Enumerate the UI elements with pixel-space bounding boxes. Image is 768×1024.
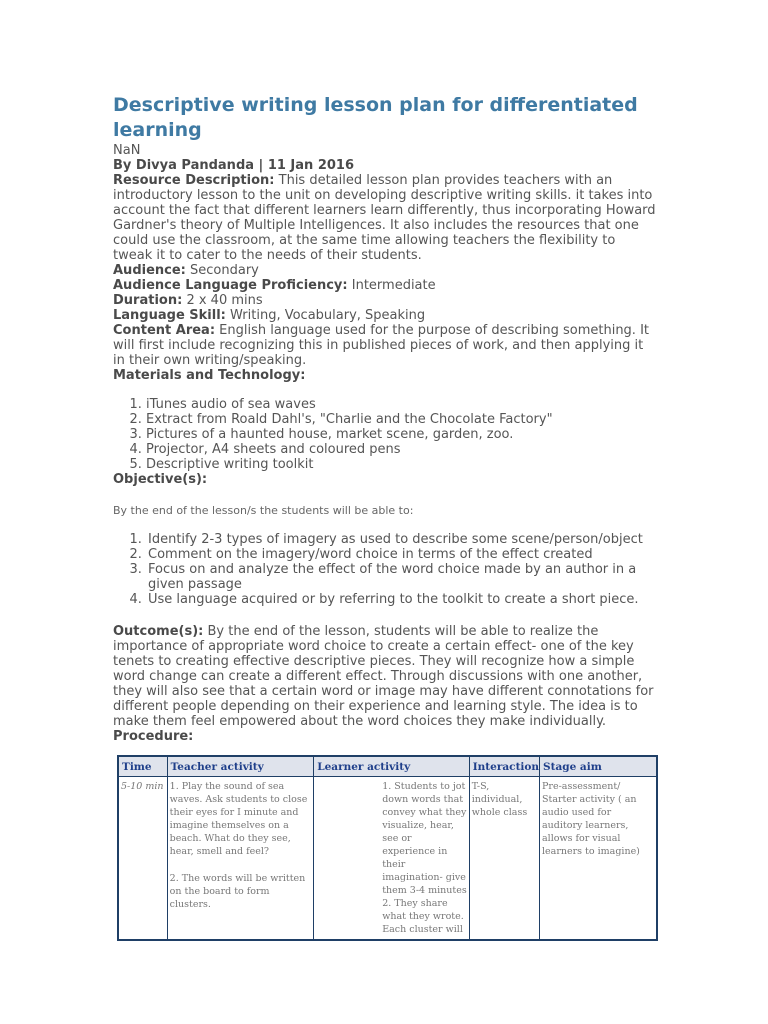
column-header: Time: [118, 756, 167, 777]
table-header-row: [118, 756, 657, 777]
list-item: 3. Pictures of a haunted house, market scene, garden, zoo.: [146, 427, 658, 442]
learner-step-2: 2. They share what they wrote. Each cluster will: [382, 898, 464, 935]
metadata-block: [113, 143, 658, 383]
proficiency-label: Audience Language Proficiency:: [113, 278, 348, 293]
language-skill: [113, 308, 658, 323]
nan-text: NaN: [113, 143, 141, 158]
teacher-step-2: 2. The words will be written on the board to form clusters.: [169, 873, 306, 910]
column-header: Learner activity: [314, 756, 470, 777]
content-area-label: Content Area:: [113, 323, 216, 338]
list-item: 2. Comment on the imagery/word choice in terms of the effect created: [146, 547, 658, 562]
duration: [113, 293, 658, 308]
outcome: [113, 624, 658, 729]
proficiency: [113, 278, 658, 293]
time-cell: 5-10 min: [118, 777, 167, 941]
audience: [113, 263, 658, 278]
interaction-cell: T-S, individual, whole class: [469, 777, 539, 941]
outcome-text: By the end of the lesson, students will be able to realize the importance of appropriate word choice to create a certain effect- one of the key tenets to creating effective descriptive pieces. They will recognize how a simple word change can create a different effect. Through discussions with one another, they will also see that a certain word or image may have different connotations for different people depending on their experience and learning style. The idea is to make them feel empowered about the word choices they make individually.: [113, 624, 654, 729]
content-area-text: English language used for the purpose of describing something. It will first include recognizing this in published pieces of work, and then applying it in their own writing/speaking.: [113, 323, 650, 368]
audience-label: Audience:: [113, 263, 186, 278]
teacher-activity-cell: [167, 777, 314, 941]
procedure-table: [117, 755, 658, 941]
learner-step-1: 1. Students to jot down words that convey what they visualize, hear, see or experience in their imagination- give them 3-4 minutes: [382, 781, 467, 896]
list-item: 5. Descriptive writing toolkit: [146, 457, 658, 472]
resource-label: Resource Description:: [113, 173, 275, 188]
list-item: 4. Projector, A4 sheets and coloured pens: [146, 442, 658, 457]
column-header: Interaction: [469, 756, 539, 777]
list-item: 2. Extract from Roald Dahl's, "Charlie and the Chocolate Factory": [146, 412, 658, 427]
list-item: 1. iTunes audio of sea waves: [146, 397, 658, 412]
teacher-step-1: 1. Play the sound of sea waves. Ask students to close their eyes for I minute and imagine themselves on a beach. What do they see, hear, smell and feel?: [169, 781, 308, 857]
page-title: Descriptive writing lesson plan for differentiated learning: [113, 94, 638, 141]
resource-text: This detailed lesson plan provides teachers with an introductory lesson to the unit on developing descriptive writing skills. it takes into account the fact that different learners learn differently, thus incorporating Howard Gardner's theory of Multiple Intelligences. It also includes the resources that one could use the classroom, at the same time allowing teachers the flexibility to tweak it to cater to the needs of their students.: [113, 173, 656, 263]
materials-list: [113, 397, 658, 472]
list-item: 1. Identify 2-3 types of imagery as used to describe some scene/person/object: [146, 532, 658, 547]
skill-label: Language Skill:: [113, 308, 226, 323]
list-item: 3. Focus on and analyze the effect of the word choice made by an author in a given passage: [146, 562, 658, 592]
skill-value: Writing, Vocabulary, Speaking: [230, 308, 426, 323]
objectives-label: Objective(s):: [113, 472, 208, 487]
byline: By Divya Pandanda | 11 Jan 2016: [113, 158, 355, 173]
proficiency-value: Intermediate: [351, 278, 436, 293]
audience-value: Secondary: [190, 263, 259, 278]
stage-aim-cell: Pre-assessment/ Starter activity ( an audio used for auditory learners, allows for visual learners to imagine): [540, 777, 657, 941]
objectives-list: [113, 532, 658, 607]
objectives-intro: By the end of the lesson/s the students will be able to:: [113, 504, 414, 517]
content-area: [113, 323, 658, 368]
materials-label: Materials and Technology:: [113, 368, 306, 383]
duration-value: 2 x 40 mins: [186, 293, 263, 308]
lesson-plan: [113, 93, 658, 744]
outcome-label: Outcome(s):: [113, 624, 204, 639]
column-header: Teacher activity: [167, 756, 314, 777]
learner-activity-cell: [314, 777, 470, 941]
resource-description: [113, 173, 658, 263]
procedure-label: Procedure:: [113, 729, 194, 744]
duration-label: Duration:: [113, 293, 183, 308]
table-row: [118, 777, 657, 941]
column-header: Stage aim: [540, 756, 657, 777]
list-item: 4. Use language acquired or by referring to the toolkit to create a short piece.: [146, 592, 658, 607]
